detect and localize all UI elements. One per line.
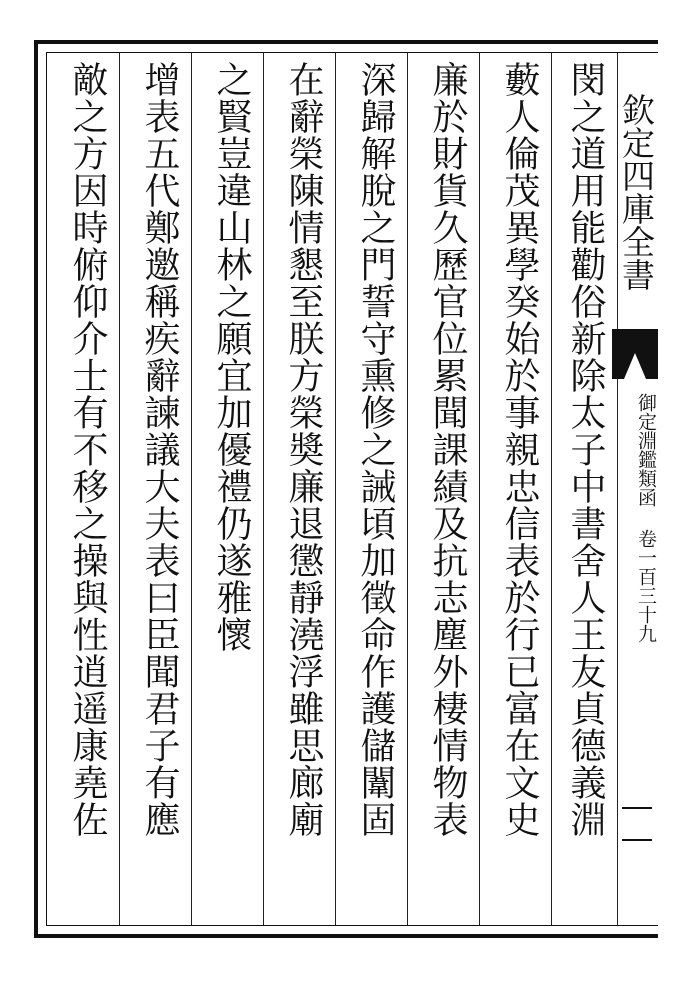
column-rule xyxy=(263,53,264,925)
page-frame xyxy=(34,40,658,938)
text-column-6: 之賢豈違山林之願宜加優禮仍遂雅懷 xyxy=(211,61,252,653)
text-frame xyxy=(46,52,658,926)
text-column-4: 深歸解脫之門誓守熏修之誡頃加徵命作護儲闈固 xyxy=(355,61,396,838)
column-rule xyxy=(407,53,408,925)
column-rule xyxy=(479,53,480,925)
text-column-5: 在辭榮陳情懇至朕方榮奬廉退懲靜澆浮雖思廊廟 xyxy=(283,61,324,838)
column-rule xyxy=(119,53,120,925)
text-column-7: 增表五代鄭邀稱疾辭諫議大夫表曰臣聞君子有應 xyxy=(139,61,180,838)
column-rule xyxy=(191,53,192,925)
column-rule xyxy=(551,53,552,925)
column-rule xyxy=(335,53,336,925)
text-column-3: 廉於財貨久歷官位累聞課績及抗志塵外棲情物表 xyxy=(427,61,468,838)
fish-tail-mark-icon xyxy=(612,329,658,379)
text-column-8: 敵之方因時俯仰介士有不移之操與性逍遥康堯佐 xyxy=(67,61,108,838)
volume-line-2: 卷一百三十九 xyxy=(635,529,657,643)
text-column-1: 閔之道用能勸俗新除太子中書舍人王友貞德義淵 xyxy=(565,61,606,838)
volume-line-1: 御定淵鑑類函 xyxy=(635,393,657,507)
text-column-2: 藪人倫茂異學癸始於事親忠信表於行已富在文史 xyxy=(499,61,540,838)
volume-label xyxy=(614,393,656,653)
book-title: 欽定四庫全書 xyxy=(617,93,656,291)
strip-mark-icon xyxy=(622,807,652,841)
